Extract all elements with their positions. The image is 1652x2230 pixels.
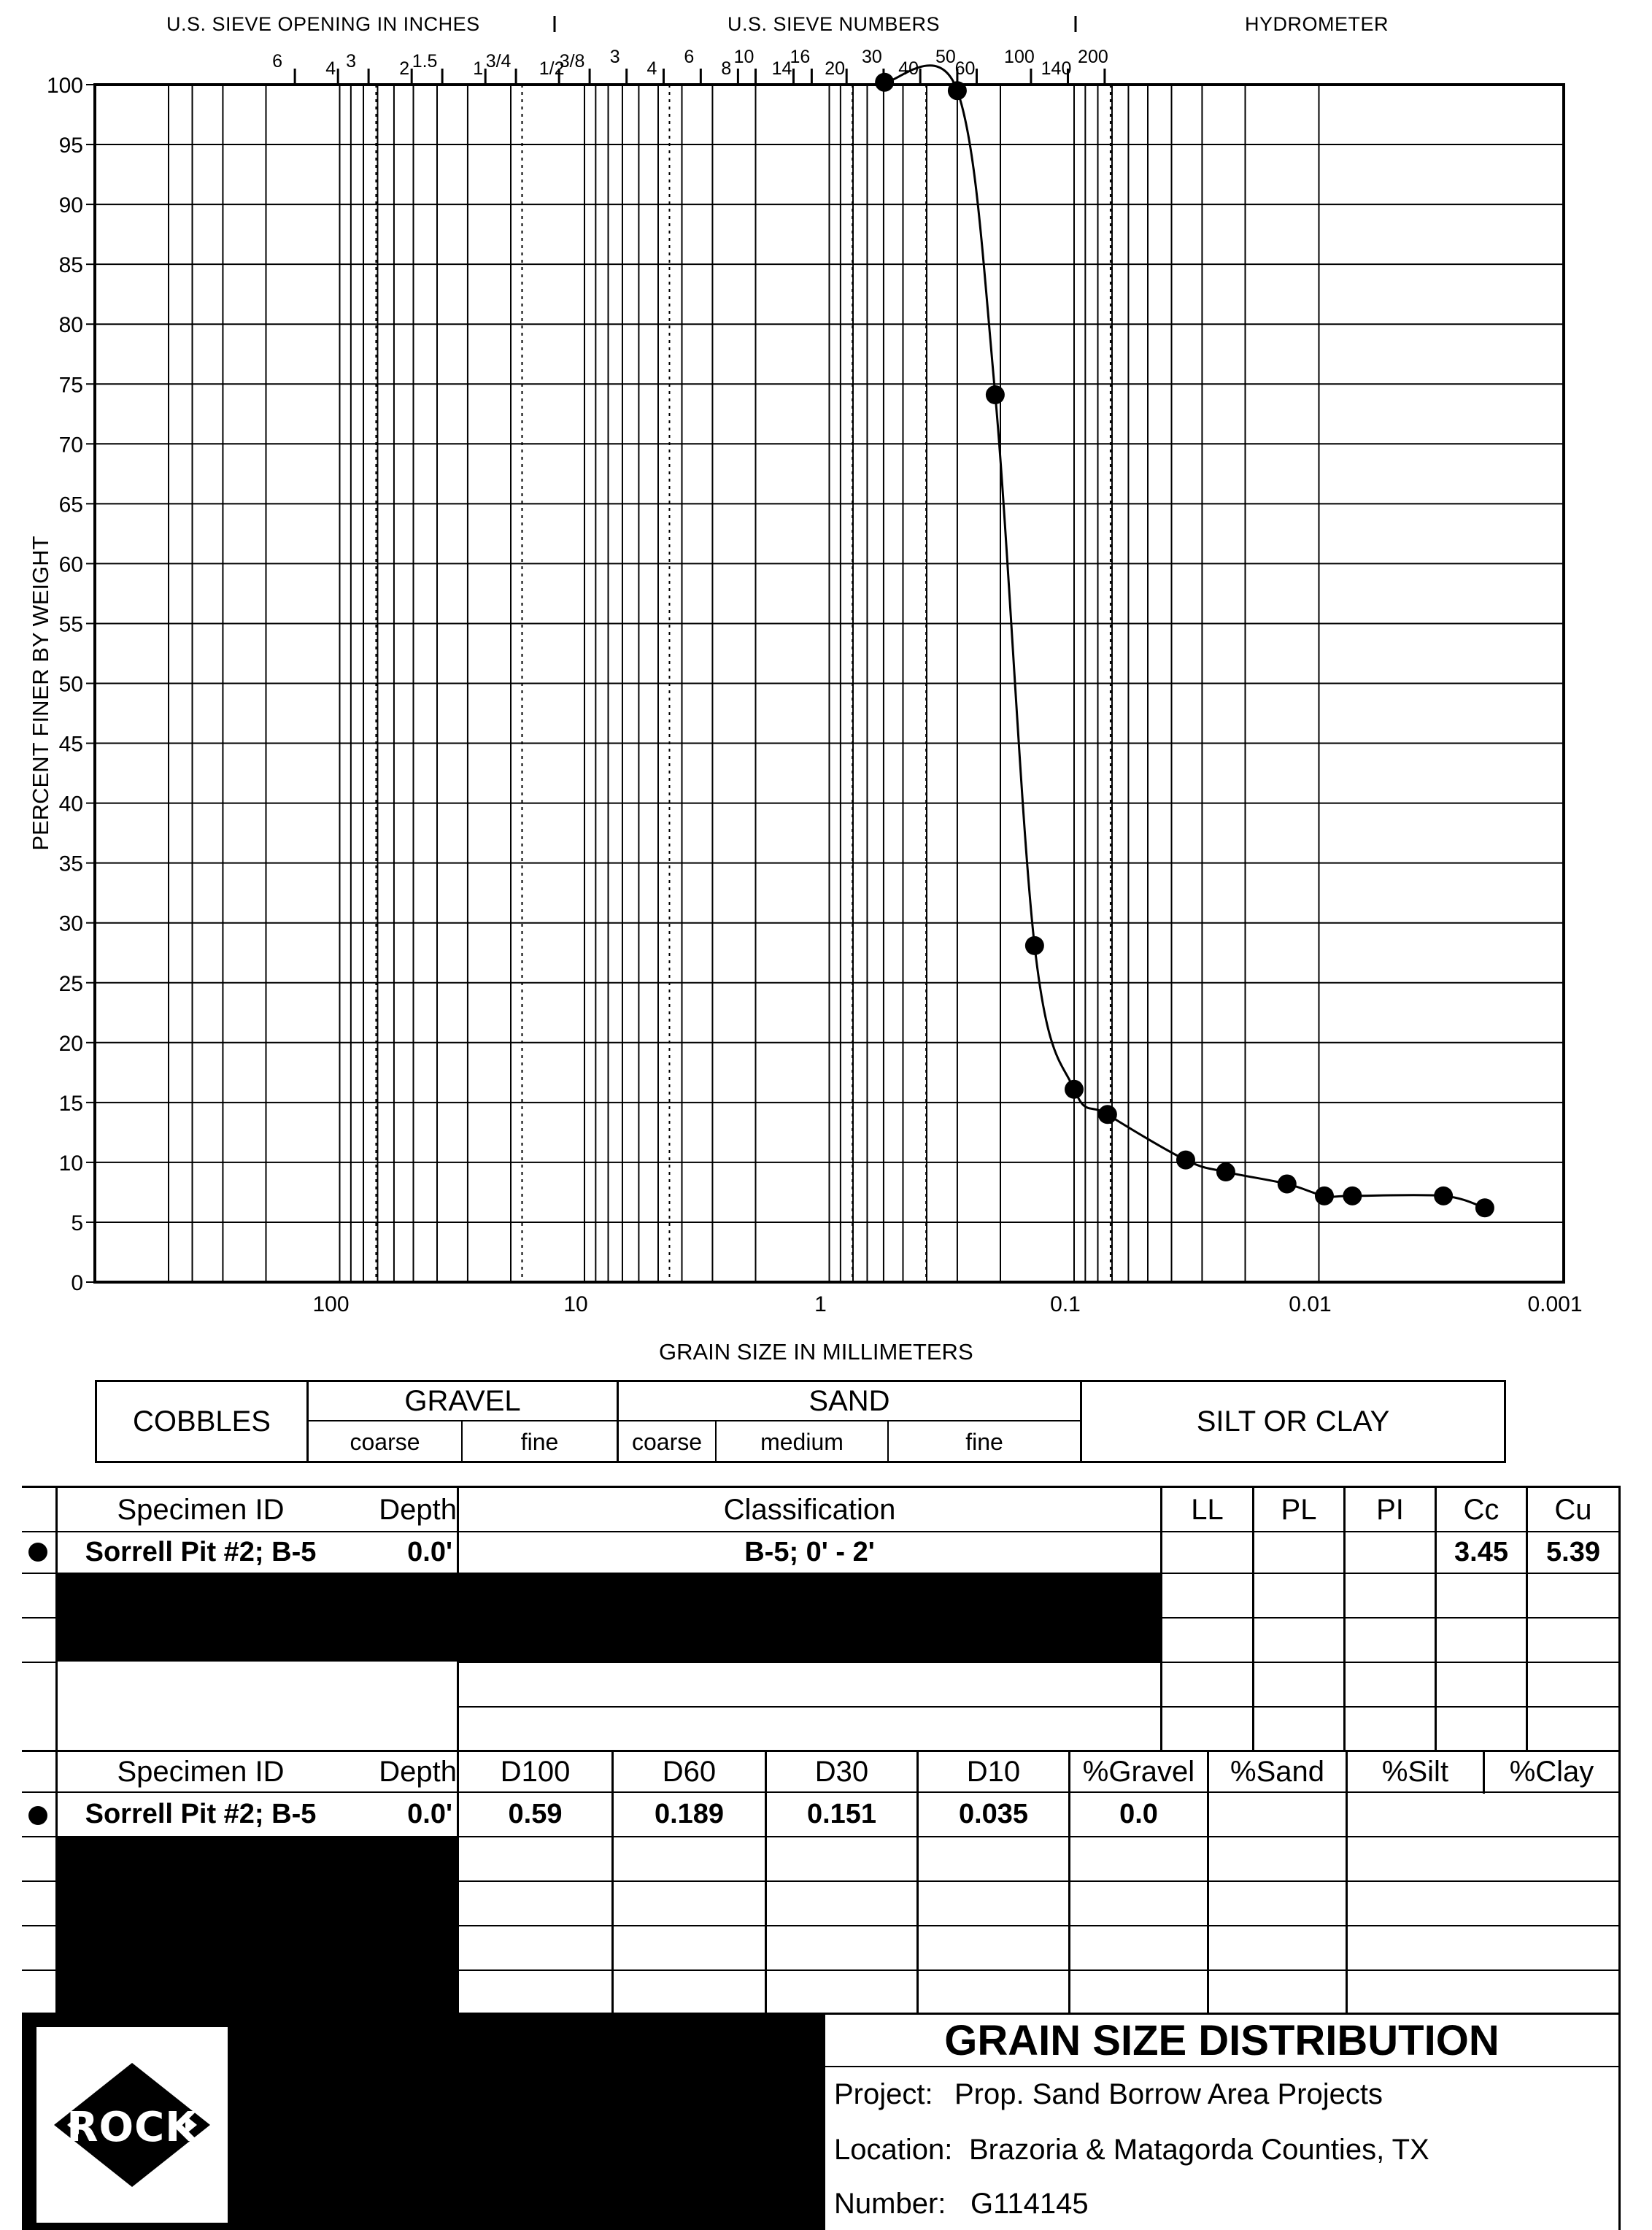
y-tick-label: 65 [58,493,83,517]
data-point [1343,1187,1362,1205]
y-tick-label: 45 [58,732,83,757]
y-tick-label: 95 [58,134,83,158]
t2-header-specimen: Specimen ID [117,1755,285,1788]
sieve-number-label: 50 [935,47,956,67]
sieve-inch-label: 1/2 [539,58,565,79]
y-tick-label: 5 [71,1211,83,1235]
gravel-fine-label: fine [520,1429,559,1455]
y-tick-label: 20 [58,1031,83,1056]
t1-row-cu: 5.39 [1546,1537,1600,1567]
t1-row-cc: 3.45 [1454,1537,1508,1567]
sieve-number-label: 3 [609,47,620,67]
data-point [1434,1187,1453,1205]
data-point [986,385,1005,404]
sieve-inch-label: 4 [325,58,336,79]
data-point [1065,1080,1084,1099]
t2-header-sand: %Sand [1230,1755,1324,1788]
t2-row-d30: 0.151 [806,1799,877,1829]
t1-row-marker-icon [28,1543,47,1562]
sieve-number-label: 8 [721,58,732,79]
t2-header-d30: D30 [814,1755,869,1788]
gravel-coarse-label: coarse [350,1429,420,1455]
sieve-number-label: 40 [898,58,919,79]
data-point [1176,1151,1195,1170]
t1-header-pl: PL [1281,1493,1317,1526]
t2-header-d60: D60 [662,1755,717,1788]
data-point [1216,1162,1235,1181]
t2-header-silt: %Silt [1381,1755,1449,1788]
x-tick-label: 0.01 [1289,1292,1332,1316]
sieve-inches-label: U.S. SIEVE OPENING IN INCHES [166,13,480,35]
project-value: Prop. Sand Borrow Area Projects [954,2078,1383,2110]
hydrometer-label: HYDROMETER [1245,13,1389,35]
sand-fine-label: fine [965,1429,1003,1455]
sieve-inch-label: 2 [399,58,410,79]
sieve-inch-label: 3/8 [559,51,585,72]
gravel-label: GRAVEL [404,1384,521,1417]
x-tick-label: 0.1 [1050,1292,1081,1316]
data-point [1475,1198,1494,1217]
t1-row-specimen: Sorrell Pit #2; B-5 [85,1537,317,1567]
series-line [884,66,1485,1208]
sieve-inch-label: 3/4 [485,51,512,72]
y-tick-label: 90 [58,193,83,218]
sand-medium-label: medium [760,1429,844,1455]
y-tick-label: 100 [46,74,83,98]
t1-header-specimen: Specimen ID [117,1493,285,1526]
y-tick-label: 0 [71,1271,83,1295]
y-tick-label: 30 [58,911,83,936]
t1-row-depth: 0.0' [407,1537,452,1567]
sieve-number-label: 6 [684,47,695,67]
cobbles-label: COBBLES [133,1405,271,1438]
sieve-number-label: 20 [825,58,846,79]
sand-label: SAND [808,1384,890,1417]
sieve-inch-label: 1.5 [412,51,438,72]
sand-coarse-label: coarse [631,1429,703,1455]
sieve-inch-label: 6 [272,51,283,72]
y-axis-label: PERCENT FINER BY WEIGHT [28,536,53,851]
t1-row-classification: B-5; 0' - 2' [744,1537,875,1567]
x-axis-label: GRAIN SIZE IN MILLIMETERS [659,1339,973,1365]
t2-header-d10: D10 [966,1755,1021,1788]
t1-header-pi: PI [1376,1493,1404,1526]
y-tick-label: 40 [58,792,83,817]
report-title: GRAIN SIZE DISTRIBUTION [944,2016,1499,2064]
sieve-inch-label: 1 [473,58,484,79]
t1-header-depth: Depth [379,1493,457,1526]
y-tick-label: 15 [58,1091,83,1116]
location-label: Location: [834,2134,953,2166]
t2-header-d100: D100 [500,1755,571,1788]
x-tick-label: 1 [814,1292,827,1316]
data-point [875,73,894,92]
logo-text: ROCK [66,2104,198,2151]
t1-header-cc: Cc [1463,1493,1499,1526]
t2-row-marker-icon [28,1806,47,1825]
y-tick-label: 10 [58,1151,83,1176]
t2-row-specimen: Sorrell Pit #2; B-5 [85,1799,317,1829]
sieve-number-label: 10 [733,47,754,67]
t2-header-depth: Depth [379,1755,457,1788]
sieve-number-label: 200 [1078,47,1108,67]
x-tick-label: 100 [312,1292,350,1316]
y-tick-label: 70 [58,433,83,458]
sieve-number-label: 4 [646,58,657,79]
x-tick-label: 10 [563,1292,588,1316]
sieve-number-label: 100 [1004,47,1035,67]
y-tick-label: 25 [58,971,83,996]
y-tick-label: 60 [58,552,83,577]
data-point [1315,1187,1334,1205]
sieve-number-label: 14 [771,58,792,79]
data-point [1025,936,1044,955]
number-label: Number: [834,2188,946,2220]
silt-clay-label: SILT OR CLAY [1196,1405,1390,1438]
y-tick-label: 55 [58,612,83,637]
sieve-number-label: 60 [954,58,976,79]
y-tick-label: 85 [58,253,83,278]
y-tick-label: 35 [58,852,83,876]
y-tick-label: 80 [58,313,83,338]
location-value: Brazoria & Matagorda Counties, TX [969,2134,1429,2166]
t2-header-gravel: %Gravel [1082,1755,1195,1788]
y-tick-label: 50 [58,672,83,697]
project-label: Project: [834,2078,933,2110]
x-tick-label: 0.001 [1527,1292,1583,1316]
sieve-inch-label: 3 [346,51,357,72]
t2-row-depth: 0.0' [407,1799,452,1829]
t2-row-gravel: 0.0 [1119,1799,1158,1829]
sieve-number-label: 30 [862,47,882,67]
y-tick-label: 75 [58,373,83,398]
data-point [948,81,967,100]
t1-header-ll: LL [1191,1493,1224,1526]
data-point [1278,1174,1297,1193]
sieve-numbers-label: U.S. SIEVE NUMBERS [727,13,941,35]
sieve-number-label: 140 [1041,58,1072,79]
t2-row-d100: 0.59 [508,1799,563,1829]
t2-header-clay: %Clay [1509,1755,1594,1788]
t2-row-d10: 0.035 [958,1799,1029,1829]
data-point [1098,1105,1117,1124]
sieve-number-label: 16 [790,47,811,67]
t2-row-d60: 0.189 [654,1799,725,1829]
number-value: G114145 [970,2188,1089,2220]
t1-header-classification: Classification [723,1493,896,1526]
t1-header-cu: Cu [1554,1493,1592,1526]
